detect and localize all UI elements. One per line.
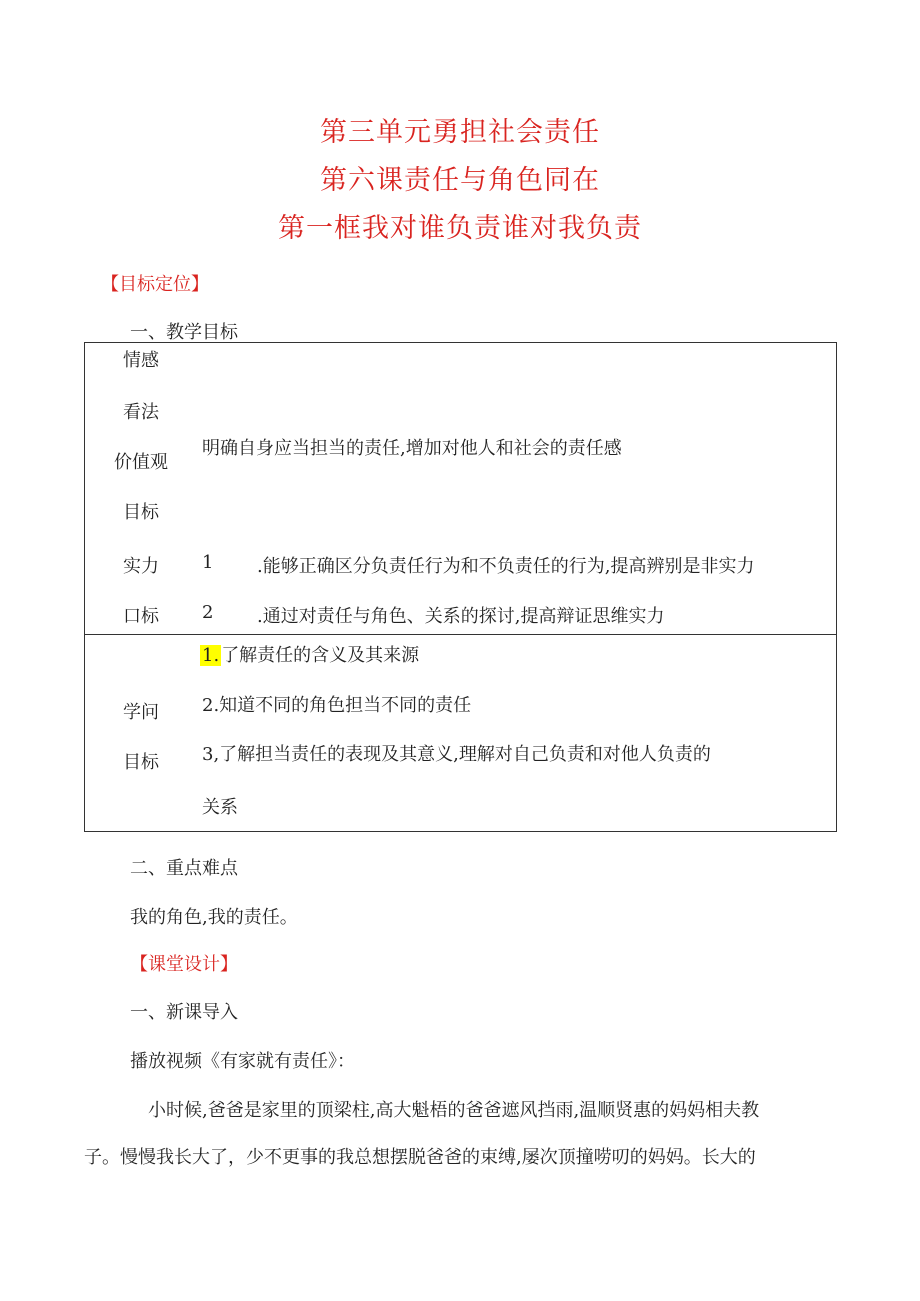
row1-label-line: 价值观 [114,452,168,473]
row1-label-line: 看法 [123,402,159,423]
frame-title: 第一框我对谁负责谁对我负责 [278,213,642,244]
row3-item-text: 了解责任的含义及其来源 [221,645,420,666]
row3-item-text: 3,了解担当责任的表现及其意义,理解对自己负责和对他人负责的 [202,744,711,765]
goal-positioning-heading: 【目标定位】 [101,274,209,295]
video-intro: 播放视频《有家就有责任》： [130,1051,355,1072]
unit-title: 第三单元勇担社会责任 [320,117,600,148]
new-lesson-heading: 一、新课导入 [130,1002,238,1023]
table-divider [84,634,837,635]
row3-label-line: 学问 [123,702,159,723]
row3-item-text: 关系 [202,797,238,818]
paragraph-line: 小时候,爸爸是家里的顶梁柱,高大魁梧的爸爸遮风挡雨,温顺贤惠的妈妈相夫教 [148,1100,760,1121]
row3-label-line: 目标 [123,752,159,773]
key-difficult-heading: 二、重点难点 [130,858,238,879]
row2-label-line: 实力 [123,556,159,577]
row3-item-text: 2.知道不同的角色担当不同的责任 [202,695,472,716]
highlighted-number: 1. [202,645,220,666]
class-design-heading: 【课堂设计】 [130,954,238,975]
paragraph-line: 子。慢慢我长大了，少不更事的我总想摆脱爸爸的束缚,屡次顶撞唠叨的妈妈。长大的 [84,1147,756,1168]
row2-item-text: .能够正确区分负责任行为和不负责任的行为,提高辨别是非实力 [257,556,755,577]
row1-label-line: 情感 [123,350,159,371]
row2-item-number: 2 [202,602,214,623]
key-difficult-text: 我的角色,我的责任。 [130,907,298,928]
row3-item [200,641,419,667]
row1-label-line: 目标 [123,502,159,523]
lesson-title: 第六课责任与角色同在 [320,165,600,196]
row1-content: 明确自身应当担当的责任,增加对他人和社会的责任感 [202,438,622,459]
row2-item-number: 1 [202,552,214,573]
row2-item-text: .通过对责任与角色、关系的探讨,提高辩证思维实力 [257,606,665,627]
row2-label-line: 口标 [123,606,159,627]
teaching-goals-heading: 一、教学目标 [130,322,238,343]
